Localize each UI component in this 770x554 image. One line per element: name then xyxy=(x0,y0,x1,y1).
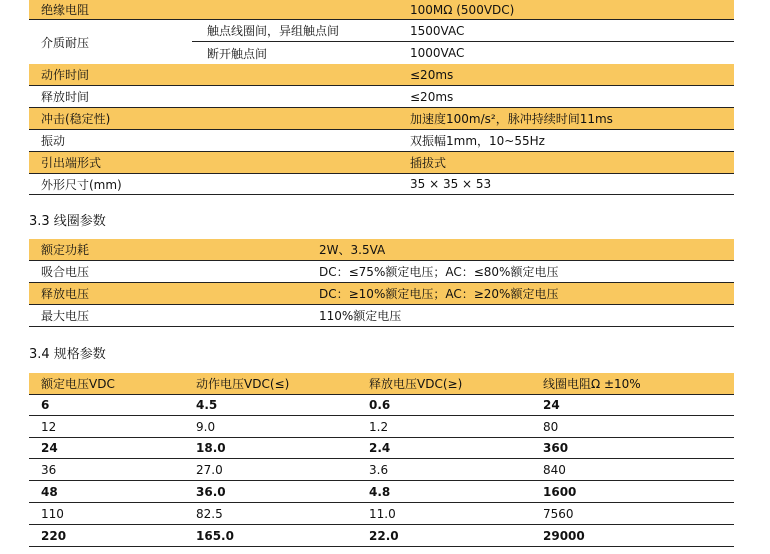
insulation-spec-table xyxy=(29,0,734,195)
row-value: DC：≤75%额定电压；AC：≤80%额定电压 xyxy=(319,265,559,279)
table-row xyxy=(29,438,734,459)
table-row xyxy=(29,152,734,174)
coil-param-table xyxy=(29,239,734,327)
table-row xyxy=(29,416,734,438)
row-label: 介质耐压 xyxy=(41,35,90,50)
table-row xyxy=(29,459,734,481)
table-row xyxy=(29,503,734,525)
row-label: 动作时间 xyxy=(41,68,90,82)
row-label: 引出端形式 xyxy=(41,156,102,170)
cell-pickup-voltage: 165.0 xyxy=(196,528,234,543)
cell-pickup-voltage: 9.0 xyxy=(196,419,216,434)
cell-rated-voltage: 12 xyxy=(41,419,57,434)
cell-pickup-voltage: 27.0 xyxy=(196,462,223,477)
column-header: 动作电压VDC(≤) xyxy=(196,377,290,391)
cell-rated-voltage: 110 xyxy=(41,506,64,521)
cell-pickup-voltage: 4.5 xyxy=(196,398,218,412)
row-value: ≤20ms xyxy=(410,67,454,82)
table-row xyxy=(29,130,734,152)
cell-pickup-voltage: 82.5 xyxy=(196,506,223,521)
cell-coil-resistance: 29000 xyxy=(543,528,585,543)
table-subrow xyxy=(192,20,734,42)
cell-release-voltage: 4.8 xyxy=(369,484,391,499)
table-row xyxy=(29,283,734,305)
table-row xyxy=(29,261,734,283)
row-value: 100MΩ (500VDC) xyxy=(410,2,515,17)
row-label: 释放时间 xyxy=(41,90,90,104)
cell-coil-resistance: 1600 xyxy=(543,484,577,499)
table-row xyxy=(29,174,734,195)
cell-coil-resistance: 840 xyxy=(543,462,566,477)
table-subrow xyxy=(192,42,734,64)
cell-pickup-voltage: 18.0 xyxy=(196,441,226,455)
cell-release-voltage: 3.6 xyxy=(369,462,389,477)
row-label: 外形尺寸(mm) xyxy=(41,177,122,192)
row-value: DC：≥10%额定电压；AC：≥20%额定电压 xyxy=(319,287,559,301)
row-label: 振动 xyxy=(41,134,66,148)
table-row xyxy=(29,0,734,20)
cell-rated-voltage: 24 xyxy=(41,441,58,455)
row-value: 双振幅1mm，10~55Hz xyxy=(410,134,545,148)
cell-pickup-voltage: 36.0 xyxy=(196,484,226,499)
column-header: 释放电压VDC(≥) xyxy=(369,377,463,391)
row-label: 释放电压 xyxy=(41,287,90,301)
cell-release-voltage: 0.6 xyxy=(369,398,391,412)
row-value: 2W、3.5VA xyxy=(319,243,386,257)
cell-release-voltage: 2.4 xyxy=(369,441,391,455)
table-header-row xyxy=(29,373,734,395)
cell-rated-voltage: 48 xyxy=(41,484,58,499)
row-label: 绝缘电阻 xyxy=(41,3,90,17)
cell-rated-voltage: 220 xyxy=(41,528,67,543)
section-heading-spec: 3.4 规格参数 xyxy=(29,347,106,362)
cell-coil-resistance: 7560 xyxy=(543,506,574,521)
row-value: 加速度100m/s²，脉冲持续时间11ms xyxy=(410,112,613,126)
subrow-value: 1000VAC xyxy=(410,46,465,60)
table-row xyxy=(29,305,734,327)
cell-rated-voltage: 6 xyxy=(41,398,50,412)
table-row xyxy=(29,108,734,130)
table-row xyxy=(29,86,734,108)
subrow-label: 触点线圈间，异组触点间 xyxy=(207,24,340,38)
table-row xyxy=(29,64,734,86)
row-value: 110%额定电压 xyxy=(319,309,402,323)
row-value: 35 × 35 × 53 xyxy=(410,177,492,191)
table-row xyxy=(29,525,734,547)
cell-rated-voltage: 36 xyxy=(41,462,57,477)
cell-release-voltage: 1.2 xyxy=(369,419,389,434)
table-row xyxy=(29,239,734,261)
row-label: 最大电压 xyxy=(41,309,90,323)
cell-coil-resistance: 80 xyxy=(543,419,559,434)
section-heading-coil: 3.3 线圈参数 xyxy=(29,214,106,229)
cell-release-voltage: 11.0 xyxy=(369,506,396,521)
column-header: 额定电压VDC xyxy=(41,377,115,391)
spec-param-table xyxy=(29,373,734,547)
row-label: 吸合电压 xyxy=(41,265,90,279)
table-row xyxy=(29,481,734,503)
row-label: 冲击(稳定性) xyxy=(41,112,111,126)
row-label: 额定功耗 xyxy=(41,243,90,257)
row-value: ≤20ms xyxy=(410,89,454,104)
cell-coil-resistance: 24 xyxy=(543,398,560,412)
column-header: 线圈电阻Ω ±10% xyxy=(543,377,641,391)
cell-coil-resistance: 360 xyxy=(543,441,569,455)
table-row xyxy=(29,395,734,416)
subrow-label: 断开触点间 xyxy=(207,46,268,61)
cell-release-voltage: 22.0 xyxy=(369,528,399,543)
subrow-value: 1500VAC xyxy=(410,23,465,38)
row-value: 插拔式 xyxy=(410,156,447,170)
